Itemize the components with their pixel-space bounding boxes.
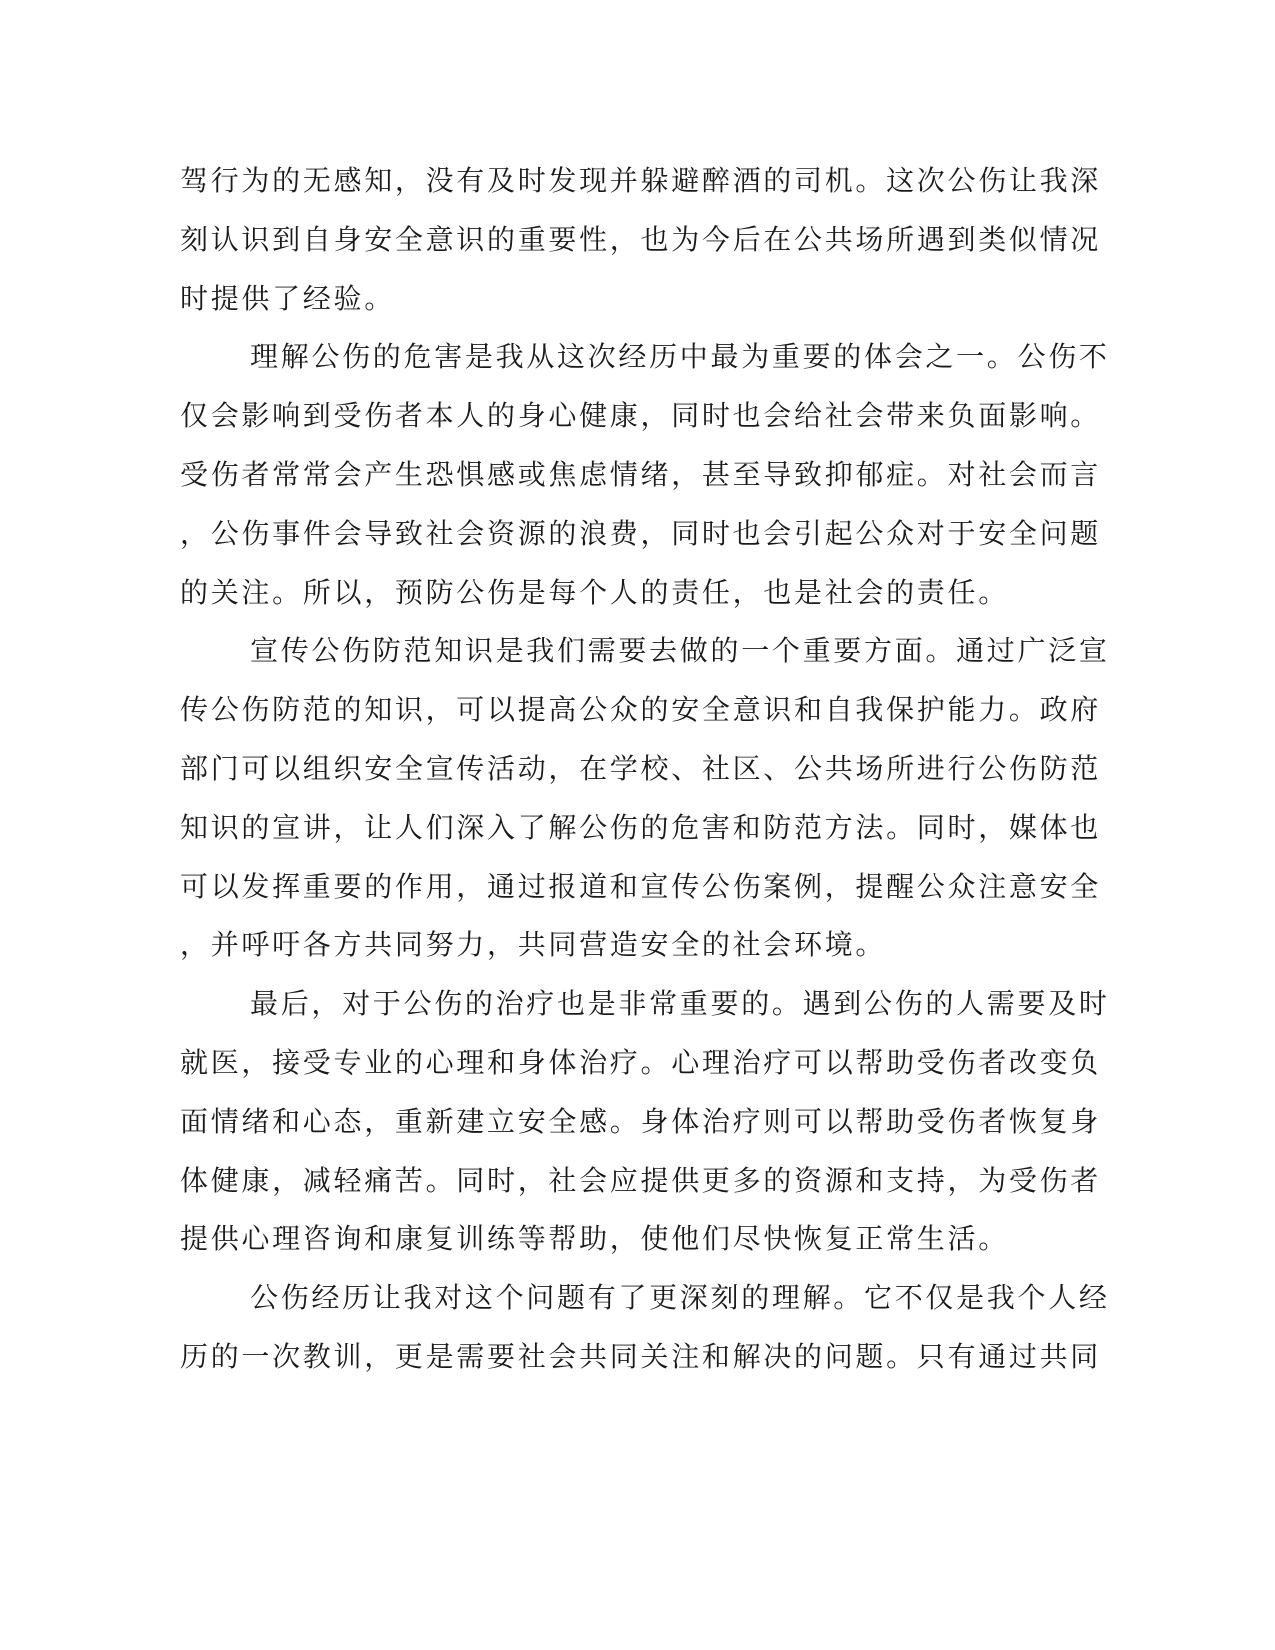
text-line: 刻认识到自身安全意识的重要性，也为今后在公共场所遇到类似情况 bbox=[180, 222, 1102, 256]
text-line: 驾行为的无感知，没有及时发现并躲避醉酒的司机。这次公伤让我深 bbox=[180, 164, 1102, 197]
text-line: 知识的宣讲，让人们深入了解公伤的危害和防范方法。同时，媒体也 bbox=[180, 810, 1102, 844]
text-line: 的关注。所以，预防公伤是每个人的责任，也是社会的责任。 bbox=[180, 575, 1009, 609]
text-line: 就医，接受专业的心理和身体治疗。心理治疗可以帮助受伤者改变负 bbox=[180, 1045, 1102, 1079]
text-line: 传公伤防范的知识，可以提高公众的安全意识和自我保护能力。政府 bbox=[180, 693, 1102, 727]
text-line: 时提供了经验。 bbox=[180, 281, 395, 315]
text-line: 提供心理咨询和康复训练等帮助，使他们尽快恢复正常生活。 bbox=[180, 1222, 1009, 1256]
text-line: 部门可以组织安全宣传活动，在学校、社区、公共场所进行公伤防范 bbox=[180, 751, 1102, 785]
paragraph-first-line: 理解公伤的危害是我从这次经历中最为重要的体会之一。公伤不 bbox=[250, 340, 1110, 374]
text-line: ，并呼吁各方共同努力，共同营造安全的社会环境。 bbox=[180, 928, 887, 962]
text-line: 面情绪和心态，重新建立安全感。身体治疗则可以帮助受伤者恢复身 bbox=[180, 1104, 1102, 1138]
paragraph-first-line: 最后，对于公伤的治疗也是非常重要的。遇到公伤的人需要及时 bbox=[250, 987, 1110, 1021]
text-line: 仅会影响到受伤者本人的身心健康，同时也会给社会带来负面影响。 bbox=[180, 399, 1102, 433]
paragraph-first-line: 公伤经历让我对这个问题有了更深刻的理解。它不仅是我个人经 bbox=[250, 1281, 1110, 1315]
document-body bbox=[180, 152, 1110, 1387]
text-line: 体健康，减轻痛苦。同时，社会应提供更多的资源和支持，为受伤者 bbox=[180, 1163, 1102, 1197]
text-line: ，公伤事件会导致社会资源的浪费，同时也会引起公众对于安全问题 bbox=[180, 516, 1102, 550]
text-line: 受伤者常常会产生恐惧感或焦虑情绪，甚至导致抑郁症。对社会而言 bbox=[180, 457, 1102, 491]
paragraph-first-line: 宣传公伤防范知识是我们需要去做的一个重要方面。通过广泛宣 bbox=[250, 634, 1110, 668]
text-line: 可以发挥重要的作用，通过报道和宣传公伤案例，提醒公众注意安全 bbox=[180, 869, 1102, 903]
text-line: 历的一次教训，更是需要社会共同关注和解决的问题。只有通过共同 bbox=[180, 1339, 1102, 1373]
